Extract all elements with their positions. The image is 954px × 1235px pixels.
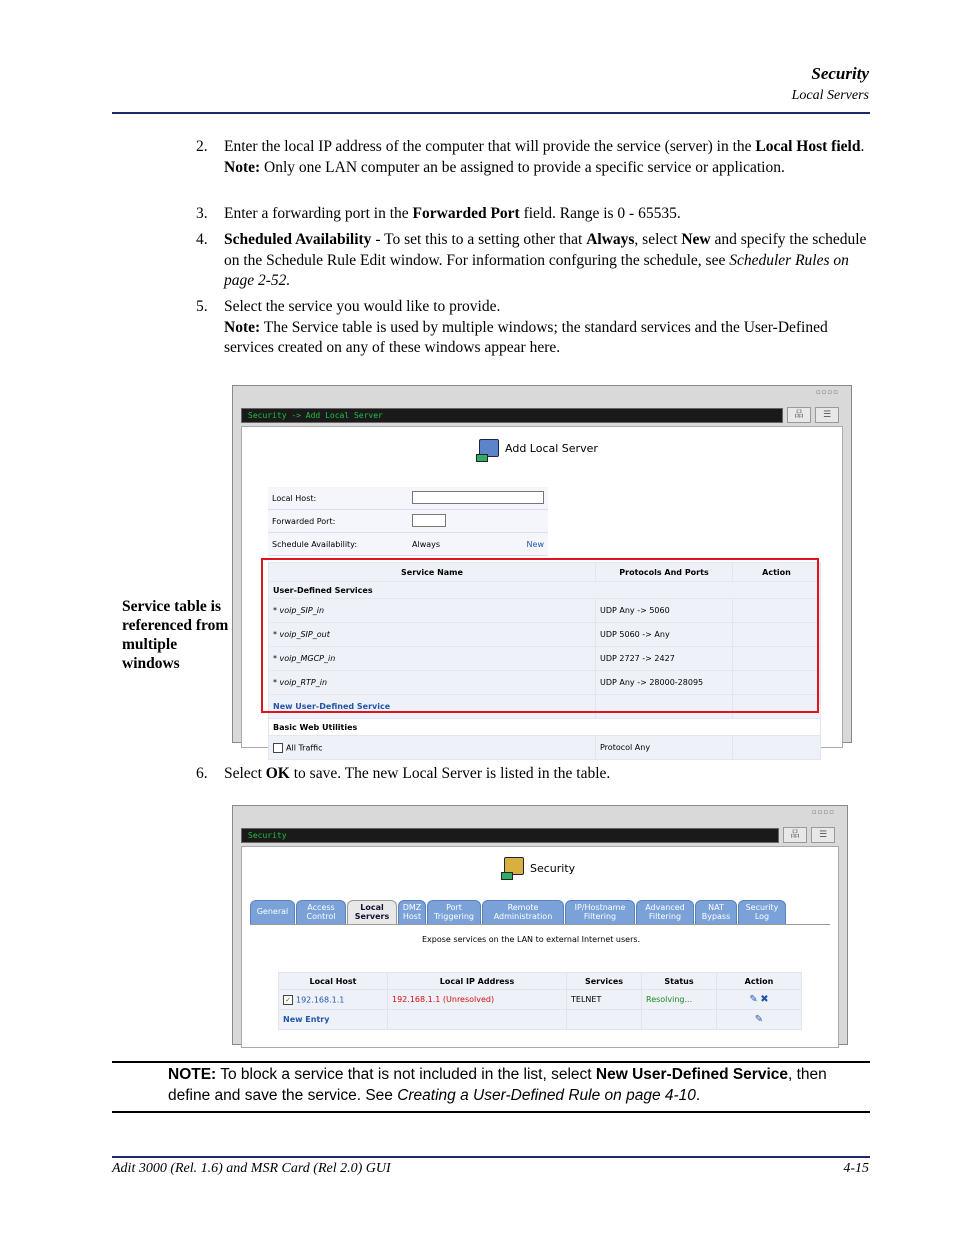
- tab-divider: [250, 924, 830, 925]
- forwarded-port-label: Forwarded Port:: [268, 510, 408, 533]
- page-number: 4-15: [843, 1161, 869, 1176]
- network-map-icon[interactable]: 品: [783, 827, 807, 843]
- window-grip-icon: ▫▫▫▫: [812, 808, 835, 816]
- add-icon[interactable]: ✎: [754, 1014, 764, 1025]
- tab-advanced-filtering[interactable]: Advanced Filtering: [636, 900, 694, 924]
- new-entry-link[interactable]: New Entry: [279, 1010, 388, 1030]
- delete-icon[interactable]: ✖: [760, 994, 769, 1005]
- step-2: 2. Enter the local IP address of the computer that will provide the service (server) in the Local Host field. Note: Only one LAN computer an be assigned to provide a specific service or application.: [196, 138, 865, 176]
- footer-doc-title: Adit 3000 (Rel. 1.6) and MSR Card (Rel 2.0) GUI: [112, 1161, 391, 1176]
- schedule-new-link[interactable]: New: [526, 539, 544, 549]
- table-row[interactable]: * voip_SIP_out UDP 5060 -> Any: [269, 623, 821, 647]
- table-row[interactable]: * voip_RTP_in UDP Any -> 28000-28095: [269, 671, 821, 695]
- security-content: [241, 846, 839, 1048]
- col-services: Services: [567, 973, 642, 990]
- section-subtitle: Local Servers: [791, 88, 869, 103]
- enable-checkbox[interactable]: ✓: [283, 995, 293, 1005]
- col-action: Action: [717, 973, 802, 990]
- page-heading: Add Local Server: [505, 442, 598, 455]
- table-row[interactable]: * voip_MGCP_in UDP 2727 -> 2427: [269, 647, 821, 671]
- title-bar: Security: [241, 828, 779, 843]
- col-local-ip: Local IP Address: [388, 973, 567, 990]
- window-grip-icon: ▫▫▫▫: [816, 388, 839, 396]
- step-3: 3. Enter a forwarding port in the Forwarded Port field. Range is 0 - 65535.: [196, 205, 681, 222]
- forwarded-port-input[interactable]: [412, 514, 446, 527]
- table-row[interactable]: ✓ 192.168.1.1 192.168.1.1 (Unresolved) TELNET Resolving... ✎ ✖: [279, 990, 802, 1010]
- step-6: 6. Select OK to save. The new Local Server is listed in the table.: [196, 765, 611, 782]
- footer-rule: [112, 1156, 870, 1158]
- expose-text: Expose services on the LAN to external Internet users.: [422, 935, 641, 944]
- tab-access-control[interactable]: Access Control: [296, 900, 346, 924]
- note-block: NOTE: To block a service that is not included in the list, select New User-Defined Service, then define and save the service. See Creating a User-Defined Rule on page 4-10.: [168, 1066, 827, 1104]
- security-icon: [504, 857, 524, 875]
- network-map-icon[interactable]: 品: [787, 407, 811, 423]
- new-user-defined-service-link[interactable]: New User-Defined Service: [269, 695, 596, 719]
- menu-icon[interactable]: ☰: [811, 827, 835, 843]
- local-servers-table: [278, 972, 802, 1030]
- section-basic-web: Basic Web Utilities: [269, 719, 821, 736]
- table-row[interactable]: * voip_SIP_in UDP Any -> 5060: [269, 599, 821, 623]
- local-host-label: Local Host:: [268, 487, 408, 510]
- col-local-host: Local Host: [279, 973, 388, 990]
- note-rule-bottom: [112, 1111, 870, 1113]
- all-traffic-checkbox[interactable]: [273, 743, 283, 753]
- note-rule-top: [112, 1061, 870, 1063]
- tab-dmz-host[interactable]: DMZ Host: [398, 900, 426, 924]
- col-service-name: Service Name: [269, 563, 596, 582]
- schedule-select[interactable]: Always: [412, 539, 441, 549]
- tab-local-servers[interactable]: Local Servers: [347, 900, 397, 924]
- schedule-availability-label: Schedule Availability:: [268, 533, 408, 556]
- col-protocols: Protocols And Ports: [596, 563, 733, 582]
- section-title: Security: [811, 64, 869, 83]
- highlight-box: [261, 558, 819, 713]
- tab-nat-bypass[interactable]: NAT Bypass: [695, 900, 737, 924]
- title-bar: Security -> Add Local Server: [241, 408, 783, 423]
- tab-ip-hostname-filtering[interactable]: IP/Hostname Filtering: [565, 900, 635, 924]
- service-table: Service Name Protocols And Ports Action User-Defined Services * voip_SIP_in UDP Any -> 5060 * voip_SIP_out UDP 5060 -> Any * voip_MGCP_in UDP 2727 -> 2427 * voip_RTP_in UDP Any -> 28000-28095 New User-Defined Service Basic Web Utilities All Traffic Protocol Any: [268, 562, 821, 760]
- menu-icon[interactable]: ☰: [815, 407, 839, 423]
- edit-icon[interactable]: ✎: [749, 994, 758, 1005]
- section-user-defined: User-Defined Services: [269, 582, 821, 599]
- computer-icon: [479, 439, 499, 457]
- local-server-form: [268, 487, 548, 556]
- step-5: 5. Select the service you would like to provide. Note: The Service table is used by multiple windows; the standard services and the User-Defined services created on any of these windows appear here.: [196, 298, 828, 356]
- tab-general[interactable]: General: [250, 900, 295, 924]
- security-screenshot: [232, 805, 848, 1045]
- col-action: Action: [733, 563, 821, 582]
- tab-port-triggering[interactable]: Port Triggering: [427, 900, 481, 924]
- col-status: Status: [642, 973, 717, 990]
- page-heading: Security: [530, 862, 576, 875]
- tab-security-log[interactable]: Security Log: [738, 900, 786, 924]
- tab-remote-administration[interactable]: Remote Administration: [482, 900, 564, 924]
- step-4: 4. Scheduled Availability - To set this to a setting other that Always, select New and specify the schedule on the Schedule Rule Edit window. For information confguring the schedule, see Scheduler Rules on page 2-52.: [196, 231, 867, 289]
- header-rule: [112, 112, 870, 114]
- tab-bar: [250, 900, 787, 924]
- local-host-input[interactable]: [412, 491, 544, 504]
- callout-label: Service table is referenced from multiple windows: [122, 598, 229, 672]
